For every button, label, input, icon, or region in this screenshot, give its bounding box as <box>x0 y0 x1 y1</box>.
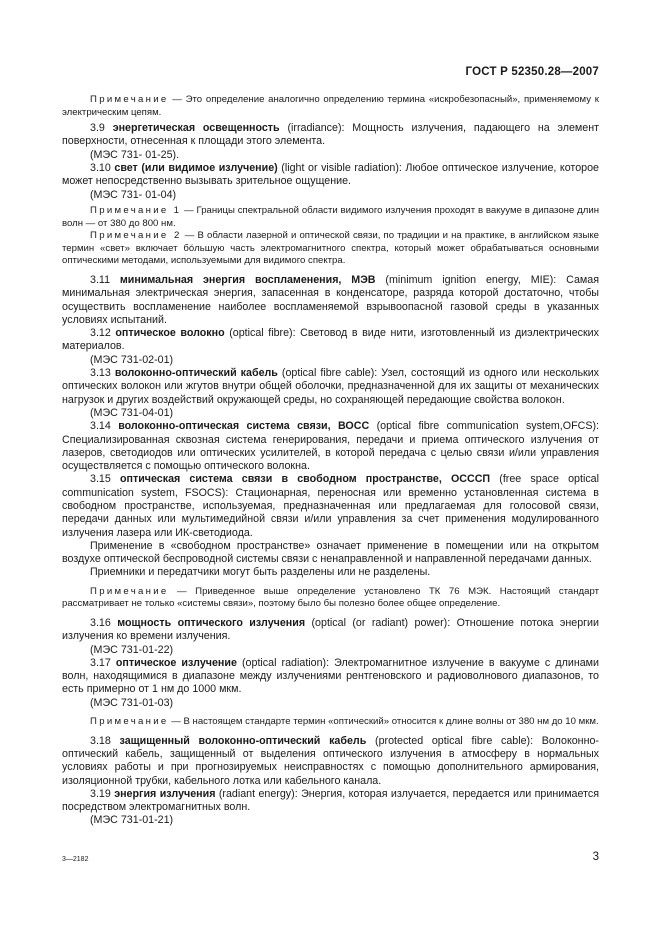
note-text: — В области лазерной и оптической связи, по традиции и на практике, в английском языке термин «свет» включает бóльшую часть электромагнитного спектра, который может обрабатываться основными оптическими методами, используемыми для видимого спектра. <box>62 230 599 267</box>
body-paragraph: Применение в «свободном пространстве» означает применение в помещении или на открытом воздухе оптической беспроводной системы связи с ненаправленной и направленной передачами данных. <box>62 539 599 566</box>
term-definition: (free space optical communication system, FSOCS): Стационарная, переносная или временно установленная система в свободном пространстве, используемая, предназначенная или предлагаемая для голосовой связи, передачи данных или мультимедийной связи и/или управления за счет применения модулированного излучения лазера или ИК-светодиода. <box>62 473 600 539</box>
note-text: — Это определение аналогично определению термина «искробезопасный», применяемому к электрическим цепям. <box>62 94 599 118</box>
term-number: 3.15 <box>90 473 120 486</box>
note-label: Примечание <box>90 585 169 597</box>
term-number: 3.9 <box>90 122 113 135</box>
page-number: 3 <box>592 851 599 863</box>
term-definition: (optical radiation): Электромагнитное излучение в вакууме с длинами волн, находящимися в диапазоне между излучениями рентгеновского и радиоволнового диапазонов, то есть примерно от 1 нм до 1000 мкм. <box>62 656 599 696</box>
document-id-header: ГОСТ Р 52350.28—2007 <box>465 66 599 78</box>
term-definition: (protected optical fibre cable): Волоконно-оптический кабель, защищенный от выделения оптического излучения в атмосферу в нормальных условиях работы и при прогнозируемых неисправностях с помощью дополнительного армирования, изоляционной трубки, кабельного лотка или кабельного канала. <box>62 734 599 787</box>
term-number: 3.17 <box>90 656 116 669</box>
term-definition: (irradiance): Мощность излучения, падающего на элемент поверхности, отнесенная к площади этого элемента. <box>62 122 600 148</box>
term-number: 3.11 <box>90 273 120 286</box>
note-text: — Приведенное выше определение установлено ТК 76 МЭК. Настоящий стандарт рассматривает не только «системы связи», поэтому было бы полезно более общее определение. <box>62 585 599 610</box>
note-paragraph <box>62 230 599 268</box>
term-name: энергетическая освещенность <box>112 122 280 135</box>
term-number: 3.12 <box>90 327 116 340</box>
note-paragraph <box>62 716 599 729</box>
term-definition: (optical fibre): Световод в виде нити, изготовленный из диэлектрических материалов. <box>62 327 599 353</box>
term-entry-3-18 <box>62 735 599 788</box>
note-paragraph <box>62 586 599 611</box>
term-definition: (optical (or radiant) power): Отношение потока энергии излучения ко времени излучения. <box>62 616 599 643</box>
term-reference: (МЭС 731-04-01) <box>90 406 174 419</box>
term-entry-3-9 <box>62 122 599 149</box>
term-number: 3.14 <box>90 420 119 433</box>
note-text: — Границы спектральной области видимого излучения проходят в вакууме в дипазоне длин волн — от 380 до 800 нм. <box>62 204 599 229</box>
term-reference: (МЭС 731-01-22) <box>90 643 174 656</box>
term-name: энергия излучения <box>114 787 216 800</box>
term-entry-3-10 <box>62 162 599 189</box>
term-entry-3-11 <box>62 274 599 327</box>
term-name: минимальная энергия воспламенения, МЭВ <box>119 273 376 286</box>
term-entry-3-13 <box>62 367 599 407</box>
note-paragraph <box>62 205 599 230</box>
term-name: оптическое волокно <box>115 327 225 340</box>
term-definition: (light or visible radiation): Любое оптическое излучение, которое может непосредственно вызывать зрительное ощущение. <box>62 162 599 188</box>
term-name: оптическая система связи в свободном пространстве, ОСССП <box>119 473 491 486</box>
term-definition: (minimum ignition energy, MIE): Самая минимальная электрическая энергия, запасенная в конденсаторе, разряда которой достаточно, чтобы осуществить воспламенение наиболее воспламеняемой взрывоопасной газовой среды в указанных условиях испытаний. <box>62 273 599 326</box>
term-entry-3-12 <box>62 327 599 354</box>
note-label: Примечание <box>90 716 169 728</box>
term-name: оптическое излучение <box>115 656 237 669</box>
term-name: мощность оптического излучения <box>117 616 306 629</box>
term-entry-3-15 <box>62 473 599 539</box>
term-name: свет (или видимое излучение) <box>114 162 278 175</box>
term-entry-3-16 <box>62 617 599 644</box>
term-reference: (МЭС 731-01-21) <box>90 814 174 827</box>
term-number: 3.16 <box>90 616 118 629</box>
note-label: Примечание <box>90 94 169 105</box>
term-definition: (optical fibre communication system,OFCS): Специализированная сквозная система генерирования, передачи и приема оптического излучения от лазеров, светодиодов или оптических усилителей, в которой передача с целью связи и/или управления осуществляется с помощью оптического волокна. <box>62 420 599 473</box>
print-code: 3—2182 <box>62 856 89 863</box>
term-reference: (МЭС 731-02-01) <box>90 353 174 366</box>
term-reference: (МЭС 731- 01-04) <box>90 188 177 201</box>
term-entry-3-19 <box>62 788 599 815</box>
note-text: — В настоящем стандарте термин «оптический» относится к длине волны от 380 нм до 10 мкм. <box>168 716 599 728</box>
term-entry-3-17 <box>62 657 599 697</box>
note-label: Примечание 2 <box>90 230 182 242</box>
term-number: 3.13 <box>90 367 115 380</box>
body-paragraph: Приемники и передатчики могут быть разделены или не разделены. <box>90 566 431 579</box>
term-reference: (МЭС 731- 01-25). <box>90 148 180 161</box>
term-name: волоконно-оптическая система связи, ВОСС <box>118 420 370 433</box>
term-entry-3-14 <box>62 420 599 473</box>
note-paragraph <box>62 94 599 119</box>
term-number: 3.10 <box>90 162 115 175</box>
document-body <box>62 94 599 828</box>
term-definition: (radiant energy): Энергия, которая излучается, передается или принимается посредством электромагнитных волн. <box>62 787 599 814</box>
term-name: волоконно-оптический кабель <box>114 367 278 380</box>
term-definition: (optical fibre cable): Узел, состоящий из одного или нескольких оптических волокон или жгутов внутри общей оболочки, предназначенной для их защиты от механических нагрузок и других воздействий окружающей среды, но сохраняющей передающие свойства волокон. <box>62 367 600 406</box>
term-name: защищенный волоконно-оптический кабель <box>119 734 367 747</box>
note-label: Примечание 1 <box>90 204 182 216</box>
term-reference: (МЭС 731-01-03) <box>90 696 174 709</box>
term-number: 3.19 <box>90 787 115 800</box>
term-number: 3.18 <box>90 734 120 747</box>
